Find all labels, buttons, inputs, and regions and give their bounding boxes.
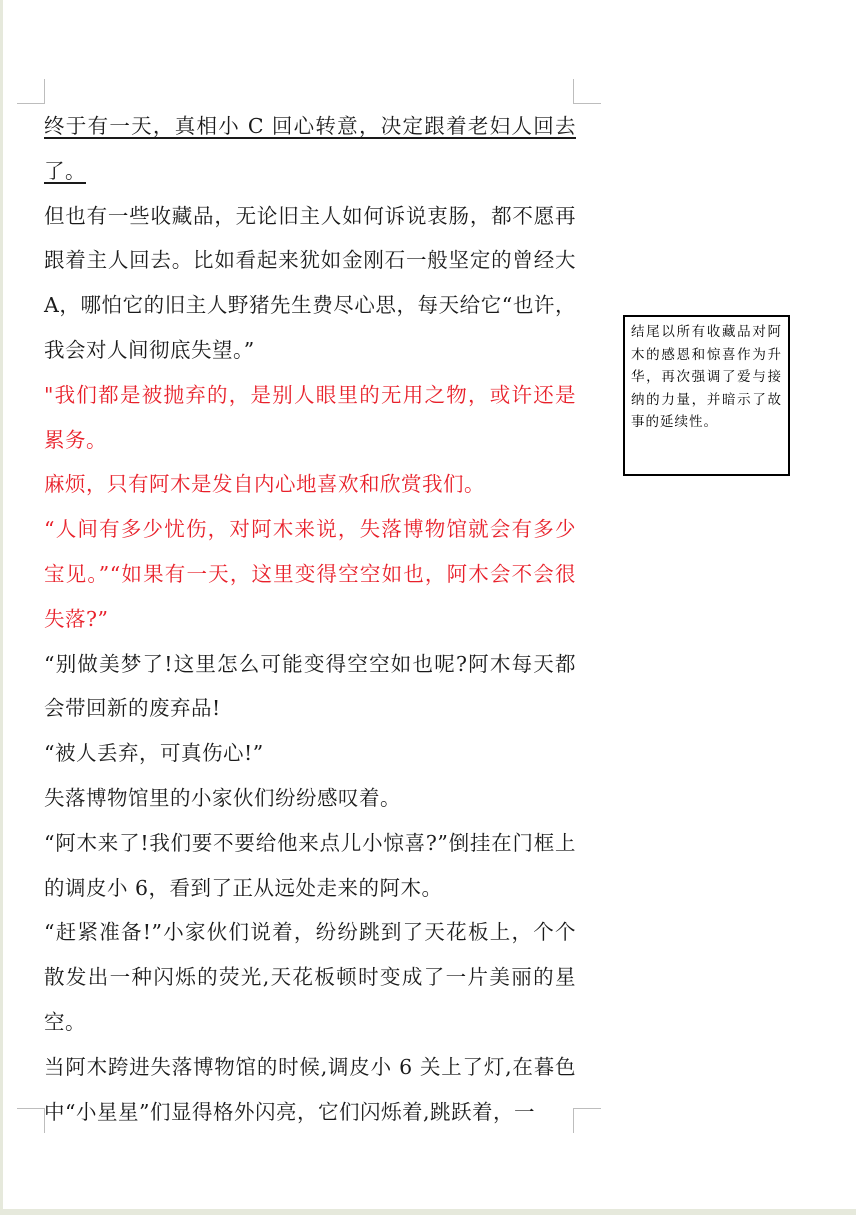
paragraph: “赶紧准备!”小家伙们说着，纷纷跳到了天花板上，个个散发出一种闪烁的荧光,天花板顿时变成了一片美丽的星空。	[44, 920, 576, 1034]
paragraph: 当阿木跨进失落博物馆的时候,调皮小 6 关上了灯,在暮色中“小星星”们显得格外闪亮，它们闪烁着,跳跃着，一	[44, 1054, 576, 1124]
document-body[interactable]	[44, 104, 576, 1134]
paragraph: “阿木来了!我们要不要给他来点儿小惊喜?”倒挂在门框上的调皮小 6，看到了正从远处走来的阿木。	[44, 830, 576, 900]
paragraph: 终于有一天，真相小 C 回心转意，决定跟着老妇人回去了。	[44, 114, 576, 183]
margin-corner-top-right	[573, 79, 601, 104]
paragraph: “别做美梦了!这里怎么可能变得空空如也呢?阿木每天都会带回新的废弃品!	[44, 651, 576, 721]
page-bottom-edge	[0, 1209, 856, 1215]
comment-text-box[interactable]: 结尾以所有收藏品对阿木的感恩和惊喜作为升华，再次强调了爱与接纳的力量，并暗示了故事的延续性。	[623, 315, 790, 476]
page-left-edge	[0, 0, 3, 1215]
margin-corner-top-left	[17, 79, 45, 104]
margin-corner-bottom-right	[573, 1108, 601, 1133]
paragraph: 但也有一些收藏品，无论旧主人如何诉说衷肠，都不愿再跟着主人回去。比如看起来犹如金刚石一般坚定的曾经大 A，哪怕它的旧主人野猪先生费尽心思，每天给它“也许，我会对人间彻底失望。”	[44, 203, 576, 362]
paragraph-highlighted: 麻烦，只有阿木是发自内心地喜欢和欣赏我们。	[44, 472, 485, 497]
paragraph-highlighted: “人间有多少忧伤，对阿木来说，失落博物馆就会有多少宝见。”“如果有一天，这里变得空空如也，阿木会不会很失落?”	[44, 517, 576, 631]
margin-corner-bottom-left	[17, 1108, 45, 1133]
paragraph: 失落博物馆里的小家伙们纷纷感叹着。	[44, 785, 401, 810]
paragraph: “被人丢弃，可真伤心!”	[44, 741, 264, 766]
paragraph-highlighted: "我们都是被抛弃的，是别人眼里的无用之物，或许还是累务。	[44, 382, 576, 452]
